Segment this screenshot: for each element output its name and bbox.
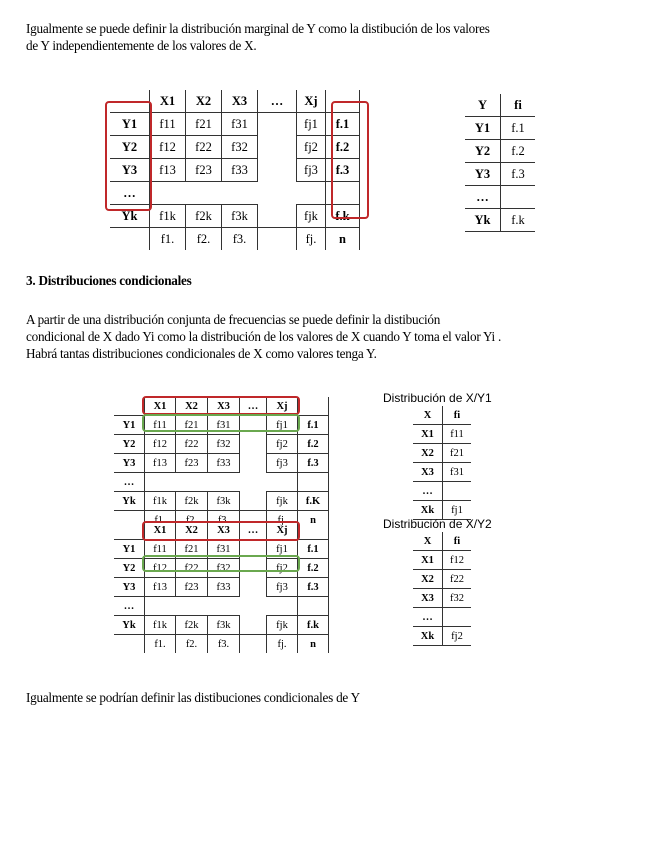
value-cell (208, 597, 240, 616)
y-values-highlight (105, 101, 152, 211)
value-cell: fjk (297, 205, 326, 228)
header-cell: X3 (208, 521, 240, 540)
value-cell: f13 (145, 578, 176, 597)
value-cell: f2k (186, 205, 222, 228)
cond-dist-1-title: Distribución de X/Y1 (383, 391, 492, 405)
header-cell: X1 (145, 521, 176, 540)
value-cell: f21 (176, 540, 208, 559)
header-cell: fi (443, 406, 472, 425)
section-line-3: Habrá tantas distribuciones condicionales de X como valores tenga Y. (26, 346, 377, 361)
value-cell: f12 (443, 551, 472, 570)
value-cell: f2k (176, 492, 208, 511)
row-label-cell: X2 (413, 570, 443, 589)
footer-line: Igualmente se podrían definir las distibuciones condicionales de Y (26, 690, 360, 705)
header-cell: Xj (267, 521, 298, 540)
row-label-cell: X3 (413, 589, 443, 608)
value-cell: fjk (267, 616, 298, 635)
row-label-cell: X3 (413, 463, 443, 482)
row-label-cell: … (110, 182, 150, 205)
value-cell: f1. (145, 635, 176, 654)
value-cell: f.1 (501, 117, 536, 140)
value-cell: fj1 (267, 416, 298, 435)
section-line-2: condicional de X dado Yi como la distribución de los valores de X cuando Y toma el valor Yi . (26, 329, 502, 344)
value-cell: fj3 (297, 159, 326, 182)
value-cell: f11 (145, 416, 176, 435)
value-cell (186, 182, 222, 205)
table-row (413, 463, 471, 482)
row-label-cell: Yk (110, 205, 150, 228)
intro-line-1: Igualmente se puede definir la distribución marginal de Y como la distibución de los valores (26, 21, 490, 36)
header-cell: X1 (150, 90, 186, 113)
marginal-distribution-table (465, 94, 535, 232)
value-cell (208, 473, 240, 492)
value-cell (443, 482, 472, 501)
value-cell: f32 (443, 589, 472, 608)
value-cell (443, 608, 472, 627)
value-cell: f3. (208, 511, 240, 530)
value-cell: f21 (443, 444, 472, 463)
header-cell: X1 (145, 397, 176, 416)
value-cell: f22 (186, 136, 222, 159)
value-cell (258, 228, 297, 251)
section-heading: 3. Distribuciones condicionales (26, 273, 192, 288)
table-row (114, 454, 329, 473)
row-label-cell: Y1 (465, 117, 501, 140)
value-cell: f13 (145, 454, 176, 473)
table-row (465, 117, 535, 140)
value-cell: fj2 (443, 627, 472, 646)
value-cell (267, 597, 298, 616)
table-row (413, 589, 471, 608)
table-row (413, 444, 471, 463)
row-label-cell (114, 635, 145, 654)
table-row (413, 551, 471, 570)
value-cell: f.2 (501, 140, 536, 163)
value-cell: f12 (150, 136, 186, 159)
value-cell: f11 (443, 425, 472, 444)
header-cell: … (240, 397, 267, 416)
value-cell: f3. (222, 228, 258, 251)
row-label-cell: Xk (413, 627, 443, 646)
header-cell: X (413, 406, 443, 425)
value-cell: fj2 (267, 435, 298, 454)
value-cell: f.3 (298, 454, 329, 473)
row-label-cell: Y1 (114, 416, 145, 435)
value-cell: f33 (222, 159, 258, 182)
row-label-cell: Y2 (465, 140, 501, 163)
row-label-cell: X1 (413, 551, 443, 570)
value-cell: f.K (298, 492, 329, 511)
header-cell: X (413, 532, 443, 551)
table-row (465, 209, 535, 232)
table-row (413, 570, 471, 589)
value-cell: f31 (443, 463, 472, 482)
header-cell: Y (465, 94, 501, 117)
header-cell (114, 521, 145, 540)
value-cell: f1k (145, 492, 176, 511)
table-row (114, 635, 329, 654)
value-cell: fj. (267, 635, 298, 654)
value-cell (176, 473, 208, 492)
table-row (110, 228, 360, 251)
value-cell: f.3 (326, 159, 360, 182)
row-label-cell: Y1 (114, 540, 145, 559)
header-row (413, 532, 471, 551)
conditional-distribution-y1 (413, 406, 471, 520)
value-cell: f21 (186, 113, 222, 136)
value-cell: f22 (176, 435, 208, 454)
value-cell: f.k (501, 209, 536, 232)
value-cell: f11 (145, 540, 176, 559)
row-label-cell: Y2 (114, 559, 145, 578)
value-cell (240, 473, 267, 492)
x-header-highlight-1 (142, 396, 300, 415)
header-cell (114, 397, 145, 416)
header-cell: fi (443, 532, 472, 551)
value-cell: fjk (267, 492, 298, 511)
value-cell (240, 435, 267, 454)
value-cell (258, 113, 297, 136)
row-label-cell: Y2 (110, 136, 150, 159)
value-cell (240, 454, 267, 473)
table-row (413, 627, 471, 646)
value-cell (176, 597, 208, 616)
value-cell: f31 (208, 540, 240, 559)
value-cell (240, 492, 267, 511)
header-cell: … (240, 521, 267, 540)
value-cell: f1k (145, 616, 176, 635)
value-cell (258, 205, 297, 228)
intro-line-2: de Y independientemente de los valores de X. (26, 38, 257, 53)
row-label-cell: X1 (413, 425, 443, 444)
value-cell: f.2 (298, 559, 329, 578)
table-row (465, 186, 535, 209)
value-cell: n (298, 511, 329, 530)
row-label-cell: Y3 (110, 159, 150, 182)
value-cell: f21 (176, 416, 208, 435)
value-cell (298, 473, 329, 492)
value-cell (222, 182, 258, 205)
table-row (465, 140, 535, 163)
value-cell: f.1 (326, 113, 360, 136)
value-cell: f1. (150, 228, 186, 251)
cond-dist-2-title: Distribución de X/Y2 (383, 517, 492, 531)
value-cell: f3. (208, 635, 240, 654)
value-cell: f.2 (326, 136, 360, 159)
value-cell (501, 186, 536, 209)
row-label-cell: Y3 (465, 163, 501, 186)
table-row (413, 482, 471, 501)
value-cell: fj3 (267, 578, 298, 597)
value-cell: f.3 (298, 578, 329, 597)
value-cell (240, 635, 267, 654)
value-cell: f.1 (298, 540, 329, 559)
value-cell: f2. (186, 228, 222, 251)
row-label-cell: Yk (114, 616, 145, 635)
value-cell: f.2 (298, 435, 329, 454)
table-row (413, 425, 471, 444)
row-label-cell: Yk (114, 492, 145, 511)
value-cell (267, 473, 298, 492)
value-cell: f.k (326, 205, 360, 228)
value-cell: f13 (150, 159, 186, 182)
value-cell: f22 (443, 570, 472, 589)
value-cell: f3k (208, 492, 240, 511)
value-cell: fj1 (267, 540, 298, 559)
value-cell: f32 (208, 435, 240, 454)
value-cell: fj3 (267, 454, 298, 473)
row-label-cell: … (413, 608, 443, 627)
value-cell (240, 578, 267, 597)
value-cell: f12 (145, 435, 176, 454)
value-cell: f23 (186, 159, 222, 182)
y2-row-highlight (142, 555, 300, 572)
value-cell: f33 (208, 578, 240, 597)
row-label-cell: … (413, 482, 443, 501)
value-cell: n (298, 635, 329, 654)
table-row (465, 163, 535, 186)
table-row (114, 492, 329, 511)
conditional-distribution-y2 (413, 532, 471, 646)
header-cell: X2 (186, 90, 222, 113)
row-label-cell: Y2 (114, 435, 145, 454)
value-cell: f2. (176, 511, 208, 530)
value-cell: f31 (222, 113, 258, 136)
value-cell (258, 136, 297, 159)
value-cell: fj. (297, 228, 326, 251)
value-cell: f31 (208, 416, 240, 435)
value-cell (145, 473, 176, 492)
x-header-highlight-2 (142, 521, 300, 541)
value-cell: f3k (222, 205, 258, 228)
row-label-cell: Y3 (114, 454, 145, 473)
row-label-cell: … (114, 473, 145, 492)
value-cell: f2. (176, 635, 208, 654)
header-cell (298, 397, 329, 416)
row-label-cell: Yk (465, 209, 501, 232)
value-cell: f33 (208, 454, 240, 473)
value-cell (258, 159, 297, 182)
value-cell (258, 182, 297, 205)
table-row (114, 473, 329, 492)
header-cell: fi (501, 94, 536, 117)
value-cell: f.3 (501, 163, 536, 186)
row-label-cell (110, 228, 150, 251)
value-cell: fj. (267, 511, 298, 530)
value-cell: f12 (145, 559, 176, 578)
header-cell: X2 (176, 521, 208, 540)
value-cell (298, 597, 329, 616)
value-cell: f11 (150, 113, 186, 136)
value-cell (240, 616, 267, 635)
header-row (465, 94, 535, 117)
table-row (114, 616, 329, 635)
value-cell: fj1 (443, 501, 472, 520)
marginal-column-highlight (331, 101, 369, 219)
table-row (114, 597, 329, 616)
value-cell: f.k (298, 616, 329, 635)
header-cell: … (258, 90, 297, 113)
section-line-1: A partir de una distribución conjunta de frecuencias se puede definir la distibución (26, 312, 441, 327)
value-cell: fj1 (297, 113, 326, 136)
header-cell: X3 (222, 90, 258, 113)
value-cell: f3k (208, 616, 240, 635)
value-cell (240, 597, 267, 616)
table-row (413, 608, 471, 627)
row-label-cell: Y3 (114, 578, 145, 597)
value-cell: f22 (176, 559, 208, 578)
row-label-cell: … (465, 186, 501, 209)
value-cell: f23 (176, 454, 208, 473)
value-cell: fj2 (297, 136, 326, 159)
value-cell: f2k (176, 616, 208, 635)
header-cell (298, 521, 329, 540)
value-cell: f32 (208, 559, 240, 578)
table-row (114, 435, 329, 454)
row-label-cell: … (114, 597, 145, 616)
value-cell: f23 (176, 578, 208, 597)
header-cell: X3 (208, 397, 240, 416)
value-cell: n (326, 228, 360, 251)
value-cell: f.1 (298, 416, 329, 435)
header-cell: Xj (297, 90, 326, 113)
header-cell: Xj (267, 397, 298, 416)
row-label-cell: X2 (413, 444, 443, 463)
row-label-cell: Y1 (110, 113, 150, 136)
value-cell: fj2 (267, 559, 298, 578)
value-cell: f32 (222, 136, 258, 159)
value-cell: f1. (145, 511, 176, 530)
header-row (413, 406, 471, 425)
y1-row-highlight (142, 414, 300, 432)
row-label-cell: Xk (413, 501, 443, 520)
value-cell (150, 182, 186, 205)
table-row (114, 578, 329, 597)
value-cell (297, 182, 326, 205)
value-cell: f1k (150, 205, 186, 228)
header-cell: X2 (176, 397, 208, 416)
value-cell (145, 597, 176, 616)
